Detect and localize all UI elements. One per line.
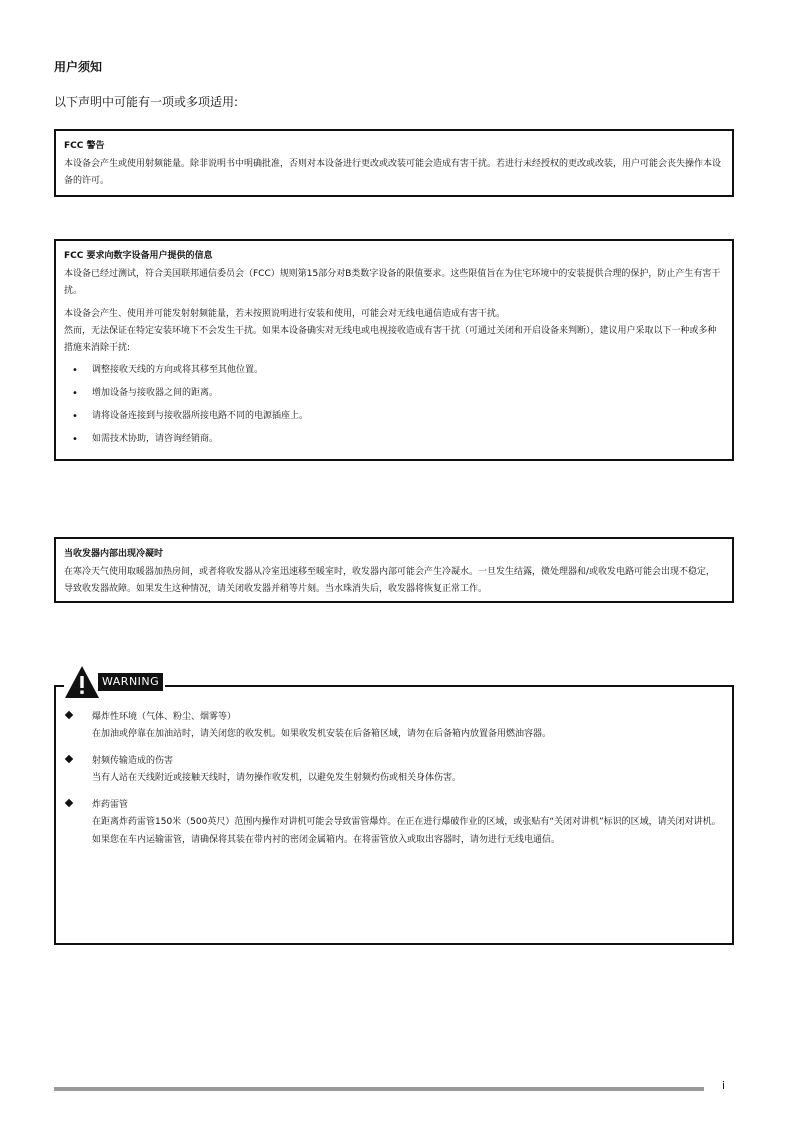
condensation-body: 在寒冷天气使用取暖器加热房间，或者将收发器从冷室迅速移至暖室时，收发器内部可能会产生冷凝水。一旦发生结露，微处理器和/或收发电路可能会出现不稳定，导致收发器故障。如果发生这种情况，请关闭收发器并稍等片刻。当水珠消失后，收发器将恢复正常工作。 [64, 567, 716, 594]
bullet-icon: • [72, 411, 78, 422]
warning-label-text: WARNING [98, 673, 163, 691]
fcc-info-title: FCC 要求向数字设备用户提供的信息 [64, 251, 213, 261]
bullet-icon: • [72, 434, 78, 445]
page-title: 用户须知 [54, 60, 103, 74]
warning-item-heading: 爆炸性环境（气体、粉尘、烟雾等） [92, 712, 237, 722]
list-item [64, 386, 724, 401]
list-item-text: 增加设备与接收器之间的距离。 [92, 388, 219, 398]
condensation-title: 当收发器内部出现冷凝时 [64, 549, 164, 559]
warning-list [70, 709, 722, 849]
warning-item-heading: 炸药雷管 [92, 800, 129, 810]
list-item-text: 如需技术协助，请咨询经销商。 [92, 434, 219, 444]
list-item [64, 432, 724, 447]
bullet-icon: • [72, 388, 78, 399]
fcc-warning-box [54, 129, 734, 197]
warning-box [54, 685, 734, 945]
page-number: i [722, 1079, 726, 1092]
condensation-box [54, 537, 734, 603]
fcc-info-paragraph-3: 然而，无法保证在特定安装环境下不会发生干扰。如果本设备确实对无线电或电视接收造成有害干扰（可通过关闭和开启设备来判断），建议用户采取以下一种或多种措施来消除干扰: [64, 326, 717, 353]
warning-label [64, 665, 165, 699]
fcc-info-box [54, 239, 734, 461]
fcc-info-bullet-list [64, 363, 724, 447]
fcc-info-paragraph-1: 本设备已经过测试，符合美国联邦通信委员会（FCC）规则第15部分对B类数字设备的限值要求。这些限值旨在为住宅环境中的安装提供合理的保护，防止产生有害干扰。 [64, 269, 721, 296]
warning-item-heading: 射频传输造成的伤害 [92, 756, 174, 766]
diamond-bullet-icon [65, 755, 73, 763]
diamond-bullet-icon [65, 711, 73, 719]
fcc-warning-title: FCC 警告 [64, 141, 105, 151]
warning-item-body: 在加油或停靠在加油站时，请关闭您的收发机。如果收发机安装在后备箱区域，请勿在后备箱内放置备用燃油容器。 [92, 729, 552, 739]
page-intro: 以下声明中可能有一项或多项适用: [54, 95, 239, 109]
list-item [64, 363, 724, 378]
fcc-warning-body: 本设备会产生或使用射频能量。除非说明书中明确批准，否则对本设备进行更改或改装可能会造成有害干扰。若进行未经授权的更改或改装，用户可能会丧失操作本设备的许可。 [64, 159, 722, 186]
list-item [70, 753, 722, 787]
warning-item-body: 在距离炸药雷管150米（500英尺）范围内操作对讲机可能会导致雷管爆炸。在正在进行爆破作业的区域，或张贴有“关闭对讲机”标识的区域，请关闭对讲机。如果您在车内运输雷管，请确保将其装在带内衬的密闭金属箱内。在将雷管放入或取出容器时，请勿进行无线电通信。 [92, 817, 721, 845]
list-item [70, 709, 722, 743]
list-item-text: 请将设备连接到与接收器所接电路不同的电源插座上。 [92, 411, 309, 421]
warning-triangle-icon [64, 665, 100, 699]
diamond-bullet-icon [65, 799, 73, 807]
fcc-info-paragraph-2: 本设备会产生、使用并可能发射射频能量，若未按照说明进行安装和使用，可能会对无线电通信造成有害干扰。 [64, 309, 506, 319]
list-item [70, 797, 722, 849]
list-item [64, 409, 724, 424]
bullet-icon: • [72, 365, 78, 376]
list-item-text: 调整接收天线的方向或将其移至其他位置。 [92, 365, 264, 375]
footer-divider [54, 1087, 704, 1091]
warning-item-body: 当有人站在天线附近或接触天线时，请勿操作收发机，以避免发生射频灼伤或相关身体伤害。 [92, 773, 462, 783]
